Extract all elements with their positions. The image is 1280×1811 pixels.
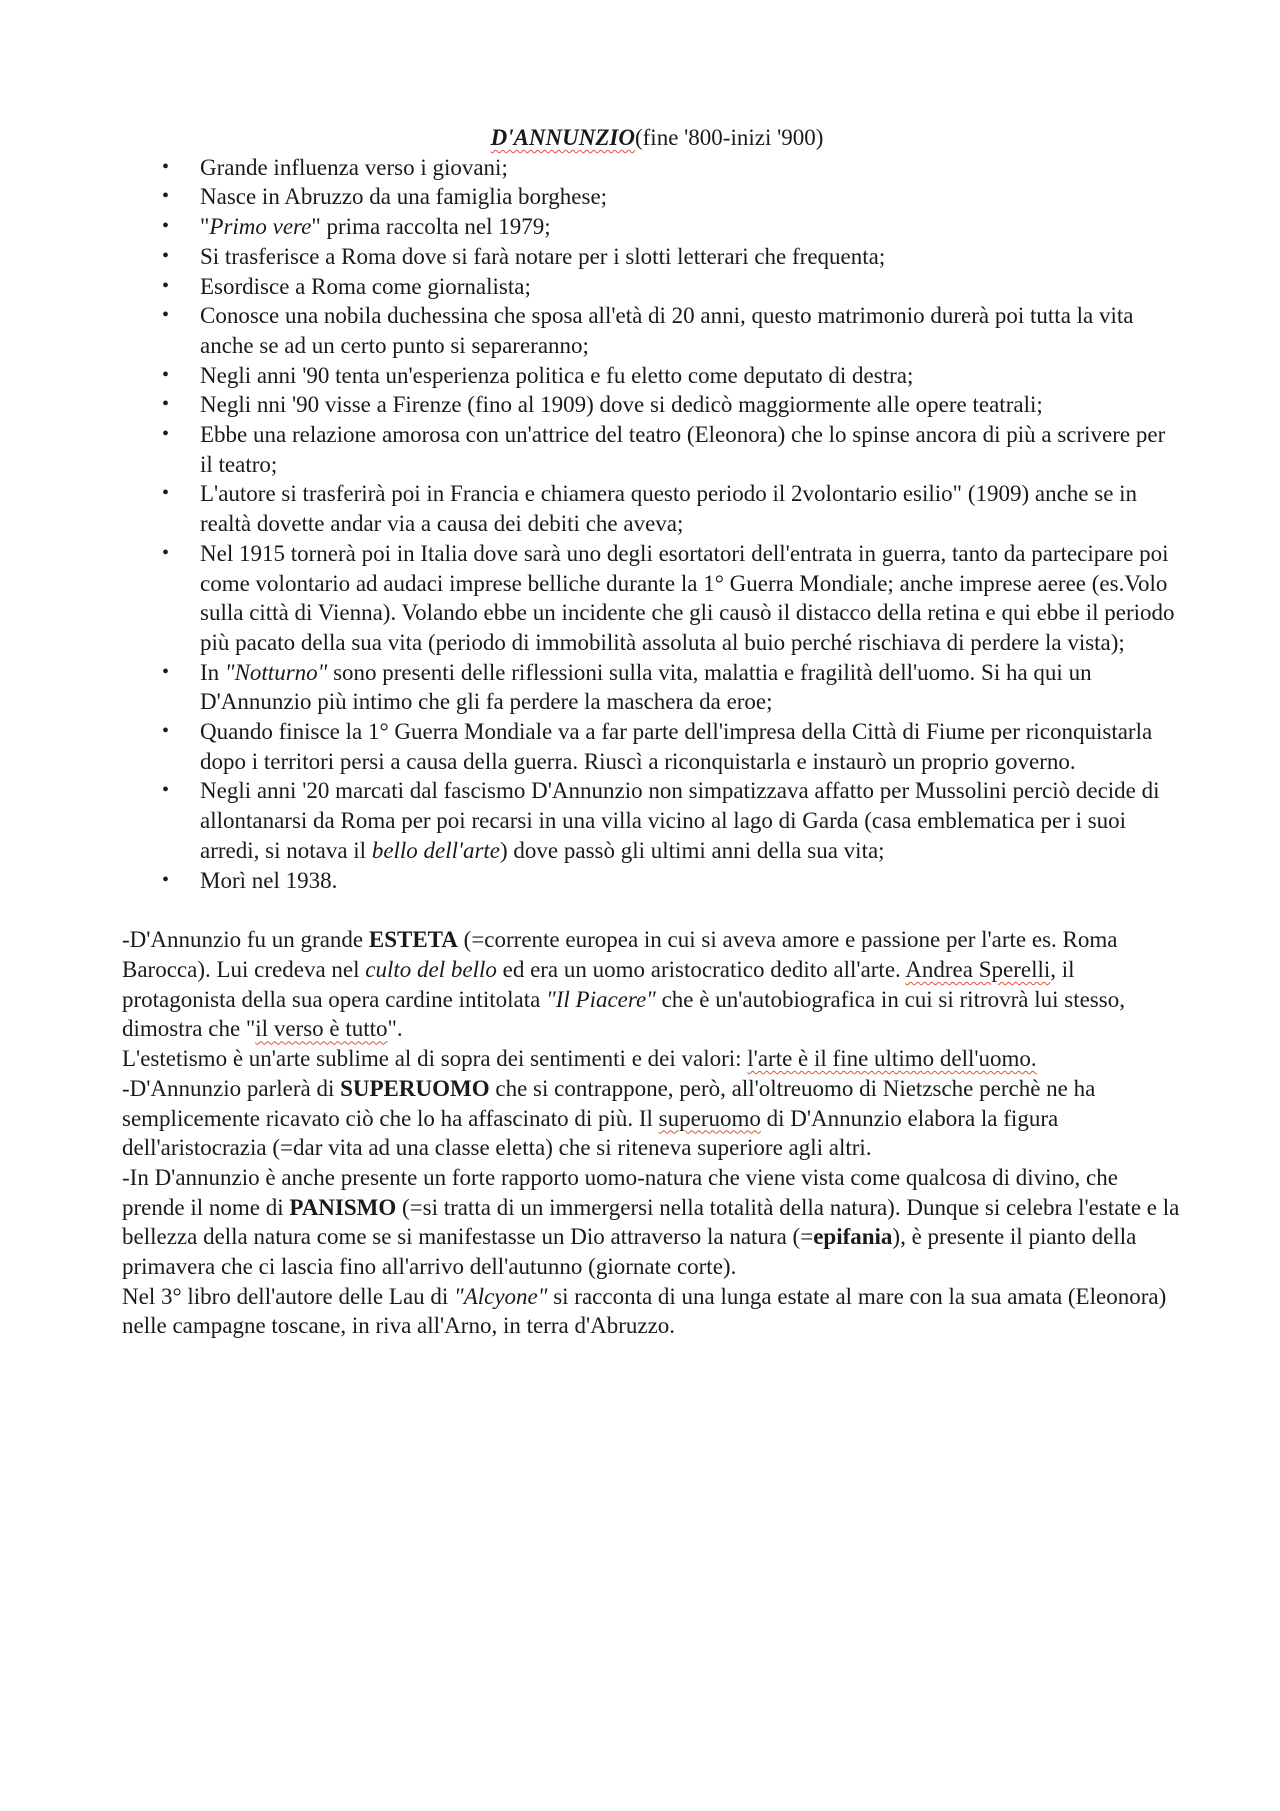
list-item: • Negli anni '20 marcati dal fascismo D'Annunzio non simpatizzava affatto per Mussolini perciò decide di allontanarsi da Roma per poi recarsi in una villa vicino al lago di Garda (casa emblematica per i suoi arredi, si notava il bello dell'arte) dove passò gli ultimi anni della sua vita; [162, 778, 1160, 863]
bullet-icon: • [162, 541, 170, 564]
bullet-icon: • [162, 304, 170, 327]
bullet-icon: • [162, 482, 170, 505]
section-gap [122, 895, 1182, 925]
bullet-icon: • [162, 215, 170, 238]
list-item: • Nasce in Abruzzo da una famiglia borghese; [122, 182, 1182, 212]
list-item: • Si trasferisce a Roma dove si farà notare per i slotti letterari che frequenta; [122, 242, 1182, 272]
list-item: • Negli anni '90 tenta un'esperienza politica e fu eletto come deputato di destra; [122, 361, 1182, 391]
list-item: • Conosce una nobila duchessina che sposa all'età di 20 anni, questo matrimonio durerà poi tutta la vita anche se ad un certo punto si separeranno; [162, 303, 1134, 358]
bullet-icon: • [162, 720, 170, 743]
list-item: • Esordisce a Roma come giornalista; [122, 272, 1182, 302]
list-item: • In "Notturno" sono presenti delle riflessioni sulla vita, malattia e fragilità dell'uomo. Si ha qui un D'Annunzio più intimo che gli fa perdere la maschera da eroe; [162, 659, 1092, 715]
paragraph-esteta: -D'Annunzio fu un grande ESTETA (=corrente europea in cui si aveva amore e passione per l'arte es. Roma Barocca). Lui credeva nel culto del bello ed era un uomo aristocratico dedito all'arte. Andrea Sperelli, il protagonista della sua opera cardine intitolata "Il Piacere" che è un'autobiografica in cui si ritrovrà lui stesso, dimostra che "il verso è tutto". [122, 927, 1125, 1042]
bullet-icon: • [162, 660, 170, 683]
list-item: • L'autore si trasferirà poi in Francia e chiamera questo periodo il 2volontario esilio" (1909) anche se in realtà dovette andar via a causa dei debiti che aveva; [162, 481, 1138, 537]
bullet-icon: • [162, 779, 170, 802]
list-item: • Quando finisce la 1° Guerra Mondiale va a far parte dell'impresa della Città di Fiume per riconquistarla dopo i territori persi a causa della guerra. Riuscì a riconquistarla e instaurò un proprio governo. [162, 719, 1153, 774]
list-item: • "Primo vere" prima raccolta nel 1979; [122, 212, 1182, 242]
bullet-icon: • [162, 185, 170, 208]
list-item: • Morì nel 1938. [122, 866, 1182, 896]
paragraph-superuomo: -D'Annunzio parlerà di SUPERUOMO che si contrappone, però, all'oltreuomo di Nietzsche perchè ne ha semplicemente ricavato ciò che lo ha affascinato di più. Il superuomo di D'Annunzio elabora la figura dell'aristocrazia (=dar vita ad una classe eletta) che si riteneva superiore agli altri. [122, 1075, 1096, 1161]
bullet-icon: • [162, 155, 170, 178]
bullet-icon: • [162, 363, 170, 386]
list-item: • Ebbe una relazione amorosa con un'attrice del teatro (Eleonora) che lo spinse ancora di più a scrivere per il teatro; [162, 422, 1166, 477]
list-item: • Grande influenza verso i giovani; [122, 153, 1182, 183]
bullet-icon: • [162, 274, 170, 297]
bullet-icon: • [162, 423, 170, 446]
paragraph-panismo: -In D'annunzio è anche presente un forte rapporto uomo-natura che viene vista come qualcosa di divino, che prende il nome di PANISMO (=si tratta di un immergersi nella totalità della natura). Dunque si celebra l'estate e la bellezza della natura come se si manifestasse un Dio attraverso la natura (=epifania), è presente il pianto della primavera che ci lascia fino all'arrivo dell'autunno (giornate corte). [122, 1164, 1180, 1280]
paragraph-estetismo: L'estetismo è un'arte sublime al di sopra dei sentimenti e dei valori: l'arte è il fine ultimo dell'uomo. [122, 1046, 1037, 1072]
list-item: • Negli nni '90 visse a Firenze (fino al 1909) dove si dedicò maggiormente alle opere teatrali; [122, 390, 1182, 420]
title-dates: (fine '800-inizi '900) [634, 125, 824, 150]
paragraph-alcyone: Nel 3° libro dell'autore delle Lau di "Alcyone" si racconta di una lunga estate al mare con la sua amata (Eleonora) nelle campagne toscane, in riva all'Arno, in terra d'Abruzzo. [122, 1283, 1167, 1339]
document-page [122, 123, 1182, 1341]
bullet-icon: • [162, 393, 170, 416]
bullet-icon: • [162, 244, 170, 267]
document-title [122, 123, 1182, 153]
list-item: • Nel 1915 tornerà poi in Italia dove sarà uno degli esortatori dell'entrata in guerra, tanto da partecipare poi come volontario ad audaci imprese belliche durante la 1° Guerra Mondiale; anche imprese aeree (es.Volo sulla città di Vienna). Volando ebbe un incidente che gli causò il distacco della retina e qui ebbe il periodo più pacato della sua vita (periodo di immobilità assoluta al buio perché rischiava di perdere la vista); [162, 540, 1175, 655]
title-name: D'ANNUNZIO [490, 125, 635, 150]
bullet-list [122, 153, 1182, 896]
bullet-icon: • [162, 868, 170, 891]
